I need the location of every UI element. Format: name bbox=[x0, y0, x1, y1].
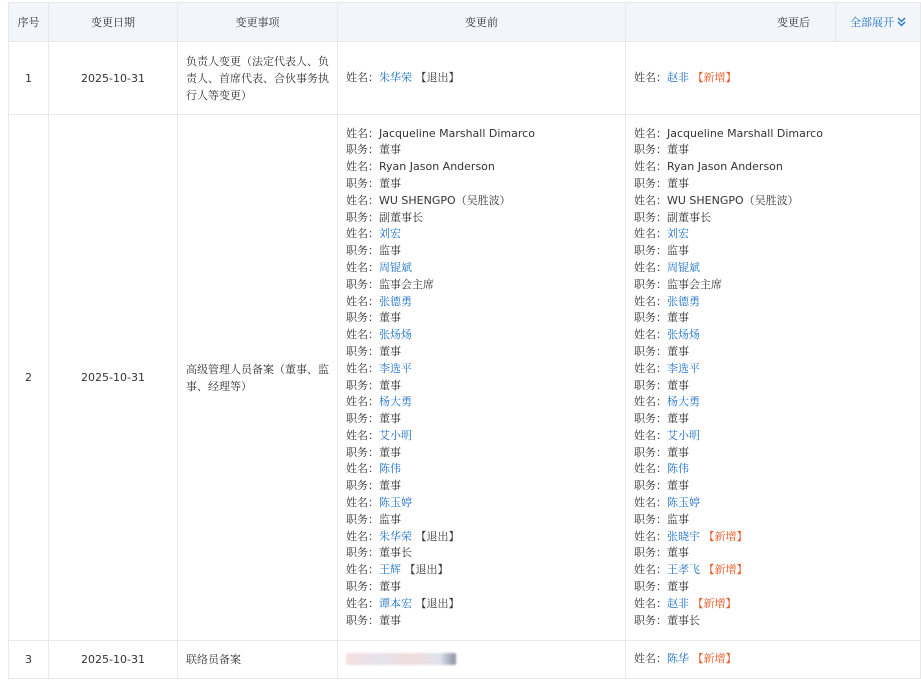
info-label: 姓名： bbox=[346, 596, 379, 610]
info-value: 副董事长 bbox=[379, 210, 423, 224]
info-value: 董事 bbox=[379, 613, 401, 627]
info-line bbox=[346, 394, 617, 411]
header-before: 变更前 bbox=[338, 3, 626, 42]
person-link[interactable]: 艾小明 bbox=[667, 428, 700, 442]
info-label: 姓名： bbox=[346, 462, 379, 476]
info-line bbox=[634, 327, 912, 344]
row-item: 负责人变更（法定代表人、负责人、首席代表、合伙事务执行人等变更） bbox=[178, 42, 338, 115]
person-link[interactable]: 朱华荣 bbox=[379, 529, 412, 543]
info-line bbox=[634, 159, 912, 176]
info-label: 职务： bbox=[346, 244, 379, 258]
info-line bbox=[346, 159, 617, 176]
header-after: 变更后 bbox=[626, 3, 836, 42]
info-label: 姓名： bbox=[346, 227, 379, 241]
row-item: 高级管理人员备案（董事、监事、经理等） bbox=[178, 115, 338, 641]
person-link[interactable]: 陈玉婷 bbox=[379, 496, 412, 510]
info-line bbox=[634, 529, 912, 546]
info-label: 姓名： bbox=[346, 193, 379, 207]
info-label: 姓名： bbox=[346, 126, 379, 140]
info-value: 董事 bbox=[379, 143, 401, 157]
info-line bbox=[346, 596, 617, 613]
info-label: 姓名： bbox=[634, 652, 667, 666]
person-link[interactable]: 张德勇 bbox=[379, 294, 412, 308]
info-label: 职务： bbox=[634, 311, 667, 325]
info-value: Ryan Jason Anderson bbox=[667, 160, 783, 174]
info-line bbox=[346, 545, 617, 562]
person-link[interactable]: 陈玉婷 bbox=[667, 496, 700, 510]
info-line bbox=[346, 294, 617, 311]
info-line bbox=[634, 596, 912, 613]
info-line bbox=[346, 529, 617, 546]
before-cell-redacted bbox=[338, 641, 626, 679]
info-label: 职务： bbox=[634, 412, 667, 426]
row-date: 2025-10-31 bbox=[49, 641, 178, 679]
info-value: 监事会主席 bbox=[667, 277, 722, 291]
info-label: 姓名： bbox=[346, 563, 379, 577]
info-label: 职务： bbox=[634, 613, 667, 627]
person-link[interactable]: 刘宏 bbox=[379, 227, 401, 241]
person-link[interactable]: 李选平 bbox=[379, 361, 412, 375]
info-label: 职务： bbox=[346, 613, 379, 627]
info-line bbox=[634, 394, 912, 411]
row-index: 2 bbox=[9, 115, 49, 641]
info-label: 职务： bbox=[346, 344, 379, 358]
info-line bbox=[634, 512, 912, 529]
info-label: 姓名： bbox=[634, 126, 667, 140]
info-value: 董事长 bbox=[667, 613, 700, 627]
info-value: 董事 bbox=[667, 176, 689, 190]
info-value: 董事 bbox=[667, 412, 689, 426]
expand-all-button[interactable] bbox=[836, 3, 921, 42]
info-label: 职务： bbox=[634, 546, 667, 560]
person-link[interactable]: 谭本宏 bbox=[379, 596, 412, 610]
person-link[interactable]: 陈伟 bbox=[379, 462, 401, 476]
info-line bbox=[634, 243, 912, 260]
info-line bbox=[346, 327, 617, 344]
info-value: 董事 bbox=[379, 311, 401, 325]
info-label: 职务： bbox=[346, 479, 379, 493]
info-label: 姓名： bbox=[346, 70, 379, 84]
added-tag: 【新增】 bbox=[700, 529, 748, 543]
row-index: 3 bbox=[9, 641, 49, 679]
info-line bbox=[346, 243, 617, 260]
info-label: 姓名： bbox=[634, 227, 667, 241]
info-label: 姓名： bbox=[634, 70, 667, 84]
info-line bbox=[634, 193, 912, 210]
info-line bbox=[634, 461, 912, 478]
info-line bbox=[634, 579, 912, 596]
person-link[interactable]: 张德勇 bbox=[667, 294, 700, 308]
info-line bbox=[346, 495, 617, 512]
info-value: 董事 bbox=[667, 143, 689, 157]
info-label: 职务： bbox=[634, 277, 667, 291]
added-tag: 【新增】 bbox=[700, 563, 748, 577]
info-label: 姓名： bbox=[634, 361, 667, 375]
info-line bbox=[346, 445, 617, 462]
info-line bbox=[634, 142, 912, 159]
row-index: 1 bbox=[9, 42, 49, 115]
info-line bbox=[634, 210, 912, 227]
info-line bbox=[634, 411, 912, 428]
info-line bbox=[346, 310, 617, 327]
info-line bbox=[634, 260, 912, 277]
info-line bbox=[346, 562, 617, 579]
after-cell bbox=[626, 115, 921, 641]
info-label: 职务： bbox=[634, 378, 667, 392]
person-link[interactable]: 朱华荣 bbox=[379, 70, 412, 84]
person-link[interactable]: 周锟斌 bbox=[667, 260, 700, 274]
info-line bbox=[346, 613, 617, 630]
header-item: 变更事项 bbox=[178, 3, 338, 42]
info-line bbox=[634, 70, 912, 87]
info-label: 职务： bbox=[634, 143, 667, 157]
person-link[interactable]: 艾小明 bbox=[379, 428, 412, 442]
info-line bbox=[346, 260, 617, 277]
info-value: 董事 bbox=[667, 479, 689, 493]
info-line bbox=[346, 142, 617, 159]
person-link[interactable]: 杨大勇 bbox=[667, 395, 700, 409]
info-value: 董事 bbox=[379, 176, 401, 190]
info-line bbox=[346, 126, 617, 143]
info-line bbox=[634, 613, 912, 630]
info-value: WU SHENGPO（吴胜波） bbox=[379, 193, 511, 207]
info-value: 董事 bbox=[379, 445, 401, 459]
info-line bbox=[634, 445, 912, 462]
info-line bbox=[346, 361, 617, 378]
info-label: 姓名： bbox=[634, 294, 667, 308]
after-cell bbox=[626, 641, 921, 679]
info-value: 董事 bbox=[667, 546, 689, 560]
removed-tag: 【退出】 bbox=[412, 70, 460, 84]
info-label: 职务： bbox=[634, 479, 667, 493]
info-label: 姓名： bbox=[634, 328, 667, 342]
info-line bbox=[634, 126, 912, 143]
info-label: 职务： bbox=[634, 580, 667, 594]
info-label: 姓名： bbox=[634, 596, 667, 610]
removed-tag: 【退出】 bbox=[412, 596, 460, 610]
info-line bbox=[346, 428, 617, 445]
added-tag: 【新增】 bbox=[689, 70, 737, 84]
added-tag: 【新增】 bbox=[689, 596, 737, 610]
before-cell bbox=[338, 42, 626, 115]
info-value: Ryan Jason Anderson bbox=[379, 160, 495, 174]
header-index: 序号 bbox=[9, 3, 49, 42]
info-line bbox=[634, 378, 912, 395]
info-line bbox=[634, 310, 912, 327]
info-value: 董事 bbox=[667, 311, 689, 325]
info-line bbox=[346, 176, 617, 193]
info-label: 姓名： bbox=[634, 496, 667, 510]
info-value: 董事 bbox=[379, 479, 401, 493]
info-value: 董事 bbox=[379, 580, 401, 594]
info-label: 姓名： bbox=[346, 294, 379, 308]
info-label: 姓名： bbox=[346, 328, 379, 342]
removed-tag: 【退出】 bbox=[401, 563, 449, 577]
info-label: 姓名： bbox=[634, 563, 667, 577]
info-label: 姓名： bbox=[346, 361, 379, 375]
info-line bbox=[634, 277, 912, 294]
info-label: 职务： bbox=[634, 244, 667, 258]
info-label: 职务： bbox=[346, 580, 379, 594]
info-label: 姓名： bbox=[346, 529, 379, 543]
info-value: 董事 bbox=[667, 580, 689, 594]
info-line bbox=[346, 579, 617, 596]
person-link[interactable]: 杨大勇 bbox=[379, 395, 412, 409]
info-line bbox=[634, 562, 912, 579]
info-value: Jacqueline Marshall Dimarco bbox=[379, 126, 535, 140]
person-link[interactable]: 赵非 bbox=[667, 70, 689, 84]
header-date: 变更日期 bbox=[49, 3, 178, 42]
removed-tag: 【退出】 bbox=[412, 529, 460, 543]
info-label: 职务： bbox=[634, 176, 667, 190]
info-label: 姓名： bbox=[634, 529, 667, 543]
person-link[interactable]: 陈伟 bbox=[667, 462, 689, 476]
info-label: 姓名： bbox=[634, 260, 667, 274]
info-value: Jacqueline Marshall Dimarco bbox=[667, 126, 823, 140]
info-label: 职务： bbox=[634, 344, 667, 358]
info-label: 职务： bbox=[346, 546, 379, 560]
info-label: 职务： bbox=[346, 210, 379, 224]
info-label: 姓名： bbox=[346, 496, 379, 510]
info-label: 职务： bbox=[346, 412, 379, 426]
info-value: 监事 bbox=[667, 512, 689, 526]
info-value: 董事 bbox=[667, 378, 689, 392]
info-value: 董事 bbox=[379, 378, 401, 392]
info-line bbox=[634, 226, 912, 243]
person-link[interactable]: 王辉 bbox=[379, 563, 401, 577]
info-label: 姓名： bbox=[346, 160, 379, 174]
info-line bbox=[346, 70, 617, 87]
info-label: 职务： bbox=[346, 445, 379, 459]
row-date: 2025-10-31 bbox=[49, 115, 178, 641]
person-link[interactable]: 周锟斌 bbox=[379, 260, 412, 274]
info-label: 姓名： bbox=[346, 428, 379, 442]
info-label: 姓名： bbox=[634, 193, 667, 207]
info-label: 姓名： bbox=[634, 428, 667, 442]
redacted-block bbox=[346, 653, 456, 665]
table-row bbox=[9, 115, 921, 641]
info-label: 职务： bbox=[346, 512, 379, 526]
info-label: 职务： bbox=[346, 378, 379, 392]
info-label: 职务： bbox=[634, 512, 667, 526]
before-cell bbox=[338, 115, 626, 641]
info-value: 董事 bbox=[667, 344, 689, 358]
info-label: 职务： bbox=[346, 277, 379, 291]
info-label: 姓名： bbox=[346, 395, 379, 409]
info-value: 监事 bbox=[379, 512, 401, 526]
person-link[interactable]: 赵非 bbox=[667, 596, 689, 610]
row-date: 2025-10-31 bbox=[49, 42, 178, 115]
info-line bbox=[634, 478, 912, 495]
info-line bbox=[346, 277, 617, 294]
info-line bbox=[634, 651, 912, 668]
info-line bbox=[346, 193, 617, 210]
info-value: 监事 bbox=[379, 244, 401, 258]
info-value: 董事 bbox=[379, 344, 401, 358]
person-link[interactable]: 刘宏 bbox=[667, 227, 689, 241]
info-value: WU SHENGPO（吴胜波） bbox=[667, 193, 799, 207]
person-link[interactable]: 张炀炀 bbox=[667, 328, 700, 342]
info-label: 姓名： bbox=[634, 462, 667, 476]
info-line bbox=[346, 411, 617, 428]
info-line bbox=[346, 344, 617, 361]
change-records-table bbox=[8, 2, 921, 679]
info-line bbox=[634, 176, 912, 193]
info-value: 副董事长 bbox=[667, 210, 711, 224]
info-line bbox=[634, 294, 912, 311]
info-label: 职务： bbox=[634, 445, 667, 459]
info-label: 职务： bbox=[346, 176, 379, 190]
info-label: 职务： bbox=[346, 143, 379, 157]
info-value: 董事 bbox=[667, 445, 689, 459]
info-label: 职务： bbox=[634, 210, 667, 224]
info-line bbox=[634, 428, 912, 445]
person-link[interactable]: 王孝飞 bbox=[667, 563, 700, 577]
table-row bbox=[9, 641, 921, 679]
expand-all-label: 全部展开 bbox=[850, 16, 894, 29]
person-link[interactable]: 陈华 bbox=[667, 652, 689, 666]
info-line bbox=[634, 361, 912, 378]
info-label: 姓名： bbox=[634, 160, 667, 174]
info-label: 职务： bbox=[346, 311, 379, 325]
info-line bbox=[346, 226, 617, 243]
table-header-row bbox=[9, 3, 921, 42]
info-line bbox=[634, 344, 912, 361]
person-link[interactable]: 张晓宇 bbox=[667, 529, 700, 543]
info-line bbox=[346, 461, 617, 478]
info-value: 董事长 bbox=[379, 546, 412, 560]
info-value: 监事会主席 bbox=[379, 277, 434, 291]
info-line bbox=[346, 378, 617, 395]
info-value: 监事 bbox=[667, 244, 689, 258]
added-tag: 【新增】 bbox=[689, 652, 737, 666]
info-line bbox=[634, 545, 912, 562]
after-cell bbox=[626, 42, 921, 115]
info-line bbox=[346, 478, 617, 495]
info-label: 姓名： bbox=[634, 395, 667, 409]
row-item: 联络员备案 bbox=[178, 641, 338, 679]
info-label: 姓名： bbox=[346, 260, 379, 274]
table-row bbox=[9, 42, 921, 115]
info-line bbox=[346, 512, 617, 529]
person-link[interactable]: 张炀炀 bbox=[379, 328, 412, 342]
info-line bbox=[634, 495, 912, 512]
double-chevron-down-icon bbox=[897, 17, 906, 27]
person-link[interactable]: 李选平 bbox=[667, 361, 700, 375]
info-value: 董事 bbox=[379, 412, 401, 426]
info-line bbox=[346, 210, 617, 227]
